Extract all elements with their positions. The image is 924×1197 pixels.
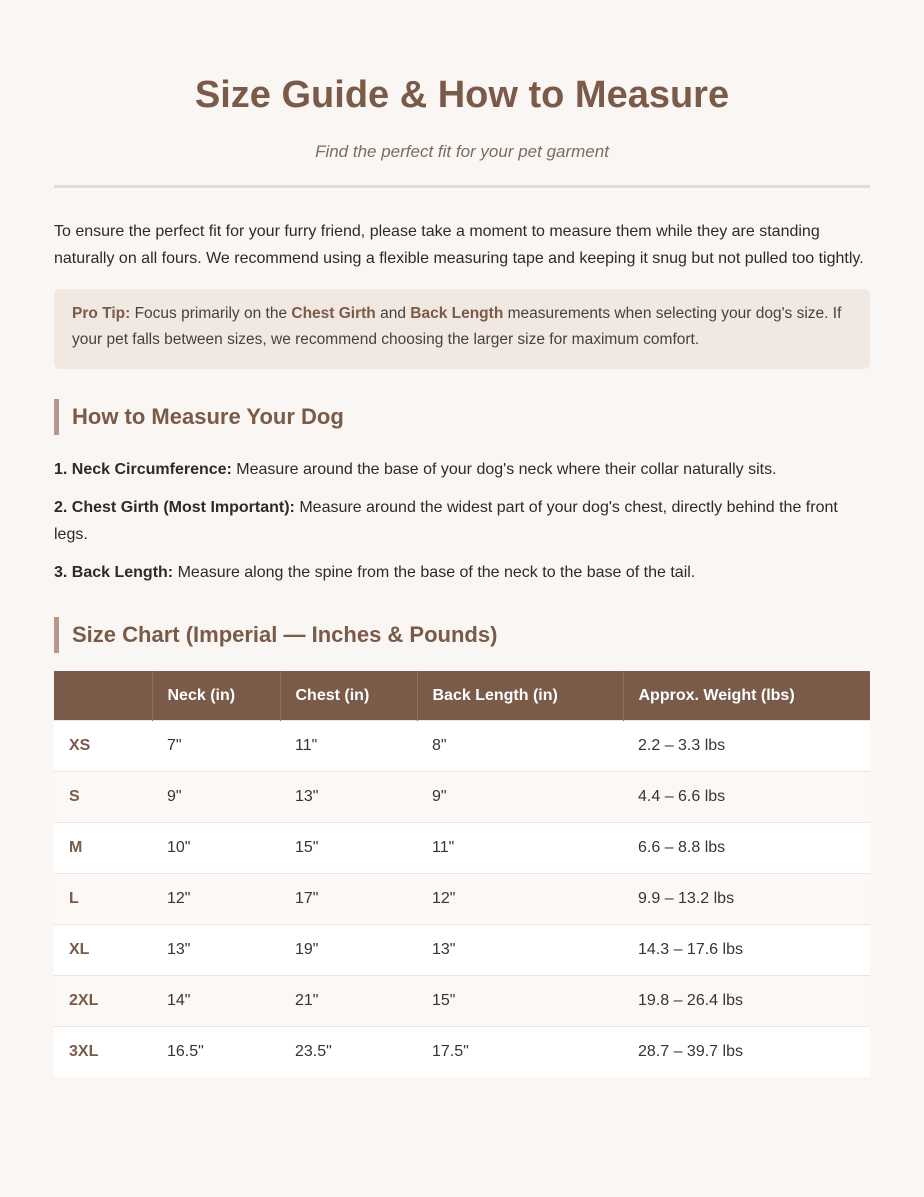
step-label: 3. Back Length: [54,564,174,581]
chest-cell: 11" [280,721,417,772]
size-cell: S [54,772,152,823]
chest-cell: 13" [280,772,417,823]
column-header-size [54,671,152,721]
size-cell: 3XL [54,1027,152,1078]
chest-cell: 23.5" [280,1027,417,1078]
neck-cell: 12" [152,874,280,925]
weight-cell: 14.3 – 17.6 lbs [623,925,870,976]
back-length-cell: 8" [417,721,623,772]
size-chart-heading: Size Chart (Imperial — Inches & Pounds) [54,617,870,653]
table-row [54,976,870,1027]
neck-cell: 10" [152,823,280,874]
neck-cell: 7" [152,721,280,772]
pro-tip-text: Focus primarily on the [130,305,292,322]
page-title: Size Guide & How to Measure [194,74,730,116]
step-label: 1. Neck Circumference: [54,461,232,478]
chest-cell: 21" [280,976,417,1027]
weight-cell: 28.7 – 39.7 lbs [623,1027,870,1078]
back-length-cell: 12" [417,874,623,925]
table-row [54,823,870,874]
pro-tip-back-length: Back Length [410,305,504,322]
chest-cell: 19" [280,925,417,976]
measure-heading: How to Measure Your Dog [54,399,870,435]
size-cell: 2XL [54,976,152,1027]
size-cell: L [54,874,152,925]
pro-tip-box [54,289,870,369]
neck-cell: 16.5" [152,1027,280,1078]
back-length-cell: 11" [417,823,623,874]
table-row [54,1027,870,1078]
step-label: 2. Chest Girth (Most Important): [54,499,295,516]
weight-cell: 4.4 – 6.6 lbs [623,772,870,823]
page-subtitle: Find the perfect fit for your pet garment [315,142,609,161]
chest-cell: 17" [280,874,417,925]
table-row [54,925,870,976]
column-header-neck: Neck (in) [152,671,280,721]
pro-tip-text: and [375,305,411,322]
neck-cell: 14" [152,976,280,1027]
neck-cell: 9" [152,772,280,823]
size-guide-page [54,0,870,1077]
size-cell: M [54,823,152,874]
chest-cell: 15" [280,823,417,874]
weight-cell: 2.2 – 3.3 lbs [623,721,870,772]
weight-cell: 19.8 – 26.4 lbs [623,976,870,1027]
step-back [54,559,870,586]
pro-tip-chest-girth: Chest Girth [291,305,376,322]
header-divider [54,185,870,188]
table-row [54,874,870,925]
step-text: Measure around the widest part of your dog's chest, directly behind the front legs. [54,499,838,543]
intro-paragraph: To ensure the perfect fit for your furry friend, please take a moment to measure them while they are standing naturally on all fours. We recommend using a flexible measuring tape and keeping it snug but not pulled too tightly. [54,223,864,267]
table-row [54,721,870,772]
weight-cell: 9.9 – 13.2 lbs [623,874,870,925]
weight-cell: 6.6 – 8.8 lbs [623,823,870,874]
column-header-weight: Approx. Weight (lbs) [623,671,870,721]
size-cell: XL [54,925,152,976]
step-neck [54,456,870,483]
step-text: Measure along the spine from the base of the neck to the base of the tail. [173,564,696,581]
column-header-chest: Chest (in) [280,671,417,721]
back-length-cell: 15" [417,976,623,1027]
back-length-cell: 9" [417,772,623,823]
column-header-back-length: Back Length (in) [417,671,623,721]
size-cell: XS [54,721,152,772]
table-row [54,772,870,823]
step-text: Measure around the base of your dog's neck where their collar naturally sits. [231,461,777,478]
pro-tip-text: measurements when selecting your dog's size. If your pet falls between sizes, we recommend choosing the larger size for maximum comfort. [72,305,842,348]
pro-tip-label: Pro Tip: [72,305,131,322]
back-length-cell: 17.5" [417,1027,623,1078]
table-header-row [54,671,870,721]
measure-steps [54,456,870,586]
neck-cell: 13" [152,925,280,976]
step-chest [54,494,870,548]
back-length-cell: 13" [417,925,623,976]
size-chart-table [54,671,870,1077]
